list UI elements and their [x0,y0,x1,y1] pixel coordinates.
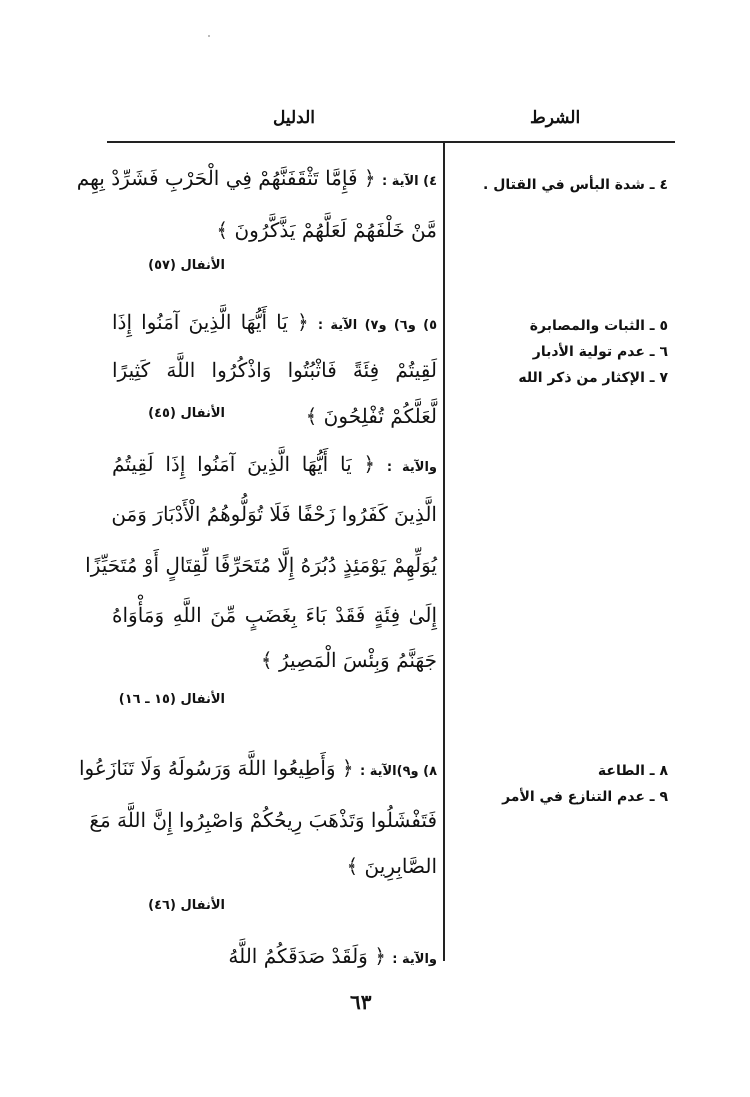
verse-label: والآية : [392,952,437,967]
verse-line: ٨) و٩)الآية : ﴿ وَأَطِيعُوا اللَّهَ وَرَسُولَهُ وَلَا تَنَازَعُوا [78,756,437,780]
verse-line: والآية : ﴿ يَا أَيُّهَا الَّذِينَ آمَنُوا إِذَا لَقِيتُمُ [112,452,437,476]
verse-label: والآية : [386,460,437,475]
verse-reference: الأنفال (١٥ ـ ١٦) [118,692,225,707]
verse-line: يُوَلِّهِمْ يَوْمَئِذٍ دُبُرَهُ إِلَّا مُتَحَرِّفًا لِّقِتَالٍ أَوْ مُتَحَيِّزًا [85,553,437,577]
verse-line: إِلَىٰ فِئَةٍ فَقَدْ بَاءَ بِغَضَبٍ مِّنَ اللَّهِ وَمَأْوَاهُ [112,603,437,627]
verse-line: والآية : ﴿ وَلَقَدْ صَدَقَكُمُ اللَّهُ [228,944,437,968]
verse-label: ٨) و٩)الآية : [359,764,437,779]
column-header-evidence: الدليل [273,108,316,128]
verse-line: مَّنْ خَلْفَهُمْ لَعَلَّهُمْ يَذَّكَّرُونَ ﴾ [216,218,437,242]
verse-reference: الأنفال (٤٥) [148,406,225,421]
condition-item: ٩ ـ عدم التنازع في الأمر [502,789,668,805]
condition-item: ٤ ـ شدة البأس في القتال . [483,177,668,193]
verse-line: لَّعَلَّكُمْ تُفْلِحُونَ ﴾ [305,404,437,428]
condition-item: ٧ ـ الإكثار من ذكر الله [518,370,668,386]
verse-line: لَقِيتُمْ فِئَةً فَاثْبُتُوا وَاذْكُرُوا اللَّهَ كَثِيرًا [112,358,437,382]
verse-label: ٤) الآية : [381,174,437,189]
verse-line: الَّذِينَ كَفَرُوا زَحْفًا فَلَا تُوَلُّوهُمُ الْأَدْبَارَ وَمَن [111,502,437,526]
scan-speck [208,35,210,37]
condition-item: ٦ ـ عدم تولية الأدبار [532,344,668,360]
condition-group-3 [438,758,668,810]
condition-item: ٨ ـ الطاعة [597,763,668,779]
page-number: ٦٣ [350,990,372,1014]
verse-reference: الأنفال (٥٧) [148,258,225,273]
column-header-condition: الشرط [530,108,581,128]
verse-line: الصَّابِرِينَ ﴾ [346,854,437,878]
verse-line: فَتَفْشَلُوا وَتَذْهَبَ رِيحُكُمْ وَاصْبِرُوا إِنَّ اللَّهَ مَعَ [89,808,437,832]
header-rule [107,141,675,143]
verse-reference: الأنفال (٤٦) [148,898,225,913]
verse-label: ٥) و٦) و٧) الآية : [317,318,438,333]
verse-line: ٥) و٦) و٧) الآية : ﴿ يَا أَيُّهَا الَّذِينَ آمَنُوا إِذَا [112,310,438,334]
condition-group-2 [438,313,668,391]
column-divider [443,141,445,961]
condition-item: ٥ ـ الثبات والمصابرة [529,318,668,334]
verse-line: جَهَنَّمُ وَبِئْسَ الْمَصِيرُ ﴾ [260,648,437,672]
verse-line: ٤) الآية : ﴿ فَإِمَّا تَثْقَفَنَّهُمْ فِي الْحَرْبِ فَشَرِّدْ بِهِم [76,166,437,190]
condition-group-1 [438,172,668,198]
